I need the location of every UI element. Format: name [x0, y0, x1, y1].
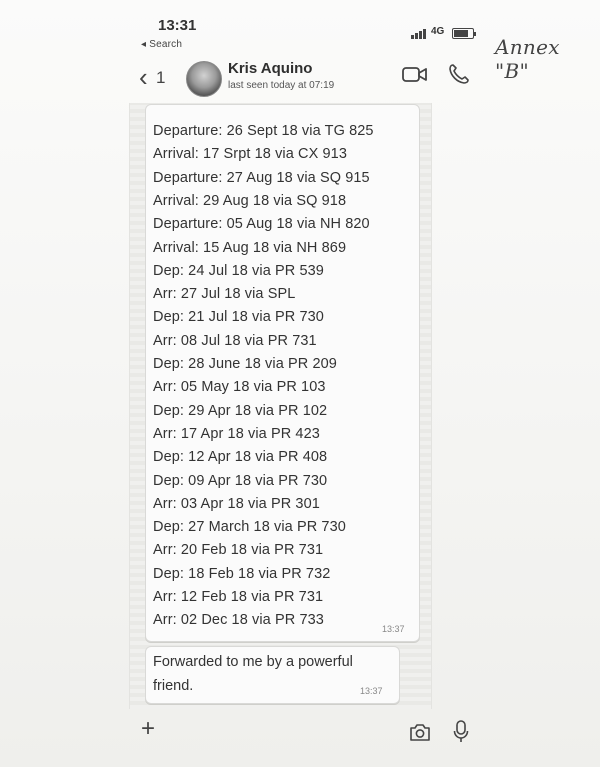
message-line: Dep: 09 Apr 18 via PR 730: [153, 472, 328, 489]
camera-icon[interactable]: [409, 722, 431, 742]
handwritten-annotation: Annex "B": [495, 35, 560, 83]
message-line: Arr: 12 Feb 18 via PR 731: [153, 589, 324, 605]
message-line: Dep: 27 March 18 via PR 730: [153, 519, 346, 536]
message-timestamp: 13:37: [360, 686, 383, 696]
message-line: Arr: 05 May 18 via PR 103: [153, 379, 326, 396]
phone-icon[interactable]: [448, 63, 470, 85]
network-label: 4G: [431, 26, 445, 37]
message-line: Dep: 21 Jul 18 via PR 730: [153, 309, 324, 326]
plus-icon[interactable]: +: [141, 715, 156, 742]
message-line: Arrival: 29 Aug 18 via SQ 918: [153, 192, 347, 209]
message-line: Arr: 17 Apr 18 via PR 423: [153, 425, 320, 442]
message-line: Departure: 26 Sept 18 via TG 825: [153, 123, 374, 139]
back-to-search-link[interactable]: ◂ Search: [141, 39, 183, 50]
message-line: Arrival: 15 Aug 18 via NH 869: [153, 239, 347, 256]
contact-name[interactable]: Kris Aquino: [228, 60, 313, 77]
video-call-icon[interactable]: [402, 66, 428, 84]
message-text: Forwarded to me by a powerful friend.: [153, 654, 353, 694]
message-line: Arr: 20 Feb 18 via PR 731: [153, 542, 324, 559]
battery-icon: [452, 28, 474, 39]
message-line: Dep: 24 Jul 18 via PR 539: [153, 262, 324, 279]
message-line: Dep: 29 Apr 18 via PR 102: [153, 402, 328, 419]
signal-icon: [411, 28, 427, 39]
back-chevron-icon[interactable]: ‹: [139, 62, 148, 92]
message-line: Dep: 28 June 18 via PR 209: [153, 356, 337, 372]
unread-count[interactable]: 1: [156, 68, 166, 87]
message-line: Arr: 08 Jul 18 via PR 731: [153, 332, 317, 349]
message-line: Departure: 05 Aug 18 via NH 820: [153, 216, 370, 233]
message-line: Arr: 03 Apr 18 via PR 301: [153, 495, 320, 512]
message-timestamp: 13:37: [382, 624, 405, 634]
avatar[interactable]: [186, 61, 222, 97]
last-seen-status: last seen today at 07:19: [228, 80, 335, 91]
message-line: Arr: 02 Dec 18 via PR 733: [153, 612, 324, 629]
message-line: Departure: 27 Aug 18 via SQ 915: [153, 169, 370, 186]
message-line: Dep: 12 Apr 18 via PR 408: [153, 449, 328, 466]
message-line: Arrival: 17 Srpt 18 via CX 913: [153, 146, 348, 163]
message-line: Arr: 27 Jul 18 via SPL: [153, 286, 296, 303]
message-line: Dep: 18 Feb 18 via PR 732: [153, 565, 331, 582]
microphone-icon[interactable]: [453, 720, 469, 744]
status-time: 13:31: [158, 17, 197, 34]
